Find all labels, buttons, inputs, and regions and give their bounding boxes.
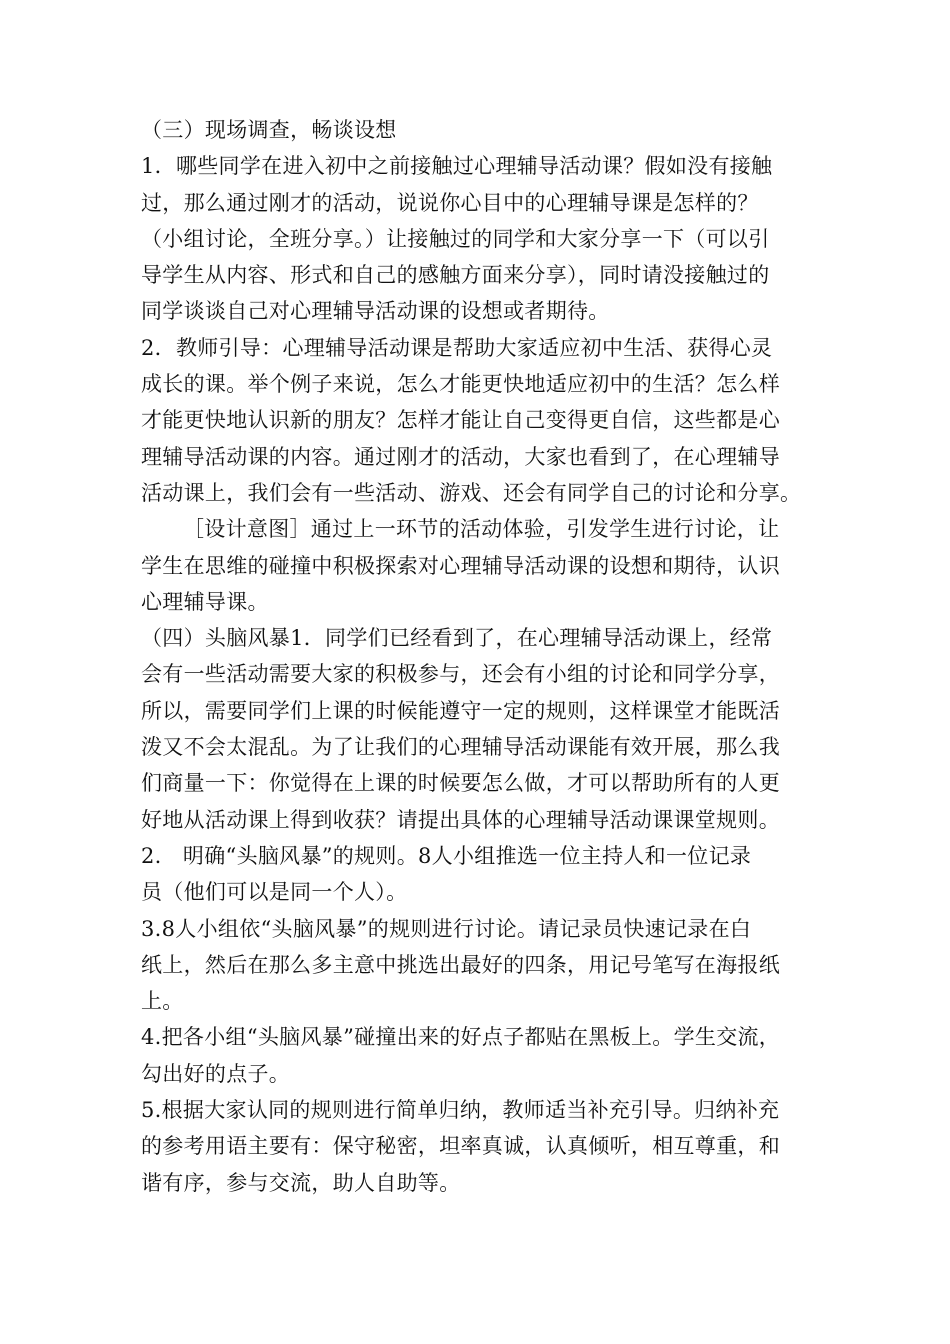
text-line: 2．教师引导：心理辅导活动课是帮助大家适应初中生活、获得心灵 (141, 335, 773, 360)
text-line: 的参考用语主要有：保守秘密，坦率真诚，认真倾听，相互尊重，和 (141, 1134, 780, 1159)
text-line: 4.把各小组“头脑风暴”碰撞出来的好点子都贴在黑板上。学生交流， (141, 1025, 781, 1050)
section-heading-3: （三）现场调查，畅谈设想 (141, 118, 397, 142)
text-line: 2. 明确“头脑风暴”的规则。8人小组推选一位主持人和一位记录 (141, 843, 752, 868)
text-line: 纸上，然后在那么多主意中挑选出最好的四条，用记号笔写在海报纸 (141, 952, 780, 977)
text-line: 学生在思维的碰撞中积极探索对心理辅导活动课的设想和期待，认识 (141, 553, 780, 578)
text-line: 所以，需要同学们上课的时候能遵守一定的规则，这样课堂才能既活 (141, 698, 780, 723)
text-line: 成长的课。举个例子来说，怎么才能更快地适应初中的生活？怎么样 (141, 372, 780, 397)
text-line: 泼又不会太混乱。为了让我们的心理辅导活动课能有效开展，那么我 (141, 735, 780, 760)
text-line: 会有一些活动需要大家的积极参与，还会有小组的讨论和同学分享， (141, 662, 780, 687)
text-line: 员（他们可以是同一个人）。 (141, 880, 408, 905)
text-line: 们商量一下：你觉得在上课的时候要怎么做，才可以帮助所有的人更 (141, 771, 780, 796)
text-line: 5.根据大家认同的规则进行简单归纳，教师适当补充引导。归纳补充 (141, 1098, 780, 1123)
text-line: 同学谈谈自己对心理辅导活动课的设想或者期待。 (141, 299, 610, 324)
text-line: 勾出好的点子。 (141, 1061, 291, 1086)
text-line: （小组讨论，全班分享。）让接触过的同学和大家分享一下（可以引 (141, 226, 770, 251)
section-heading-4: （四）头脑风暴1．同学们已经看到了，在心理辅导活动课上，经常 (141, 626, 773, 651)
text-line: 上。 (141, 989, 184, 1014)
document-body (141, 112, 841, 1201)
text-line: 谐有序，参与交流，助人自助等。 (141, 1170, 461, 1195)
text-line: 过，那么通过刚才的活动，说说你心目中的心理辅导课是怎样的？ (141, 190, 759, 215)
text-line: 活动课上，我们会有一些活动、游戏、还会有同学自己的讨论和分享。 (141, 480, 802, 505)
text-line: 1．哪些同学在进入初中之前接触过心理辅导活动课？假如没有接触 (141, 154, 773, 179)
text-line: 好地从活动课上得到收获？请提出具体的心理辅导活动课课堂规则。 (141, 807, 780, 832)
text-line: 理辅导活动课的内容。通过刚才的活动，大家也看到了，在心理辅导 (141, 444, 780, 469)
design-intent-line: ［设计意图］通过上一环节的活动体验，引发学生进行讨论，让 (183, 517, 780, 542)
text-line: 3.8人小组依“头脑风暴”的规则进行讨论。请记录员快速记录在白 (141, 916, 752, 941)
text-line: 才能更快地认识新的朋友？怎样才能让自己变得更自信，这些都是心 (141, 408, 780, 433)
text-line: 导学生从内容、形式和自己的感触方面来分享），同时请没接触过的 (141, 263, 770, 288)
text-line: 心理辅导课。 (141, 589, 269, 614)
